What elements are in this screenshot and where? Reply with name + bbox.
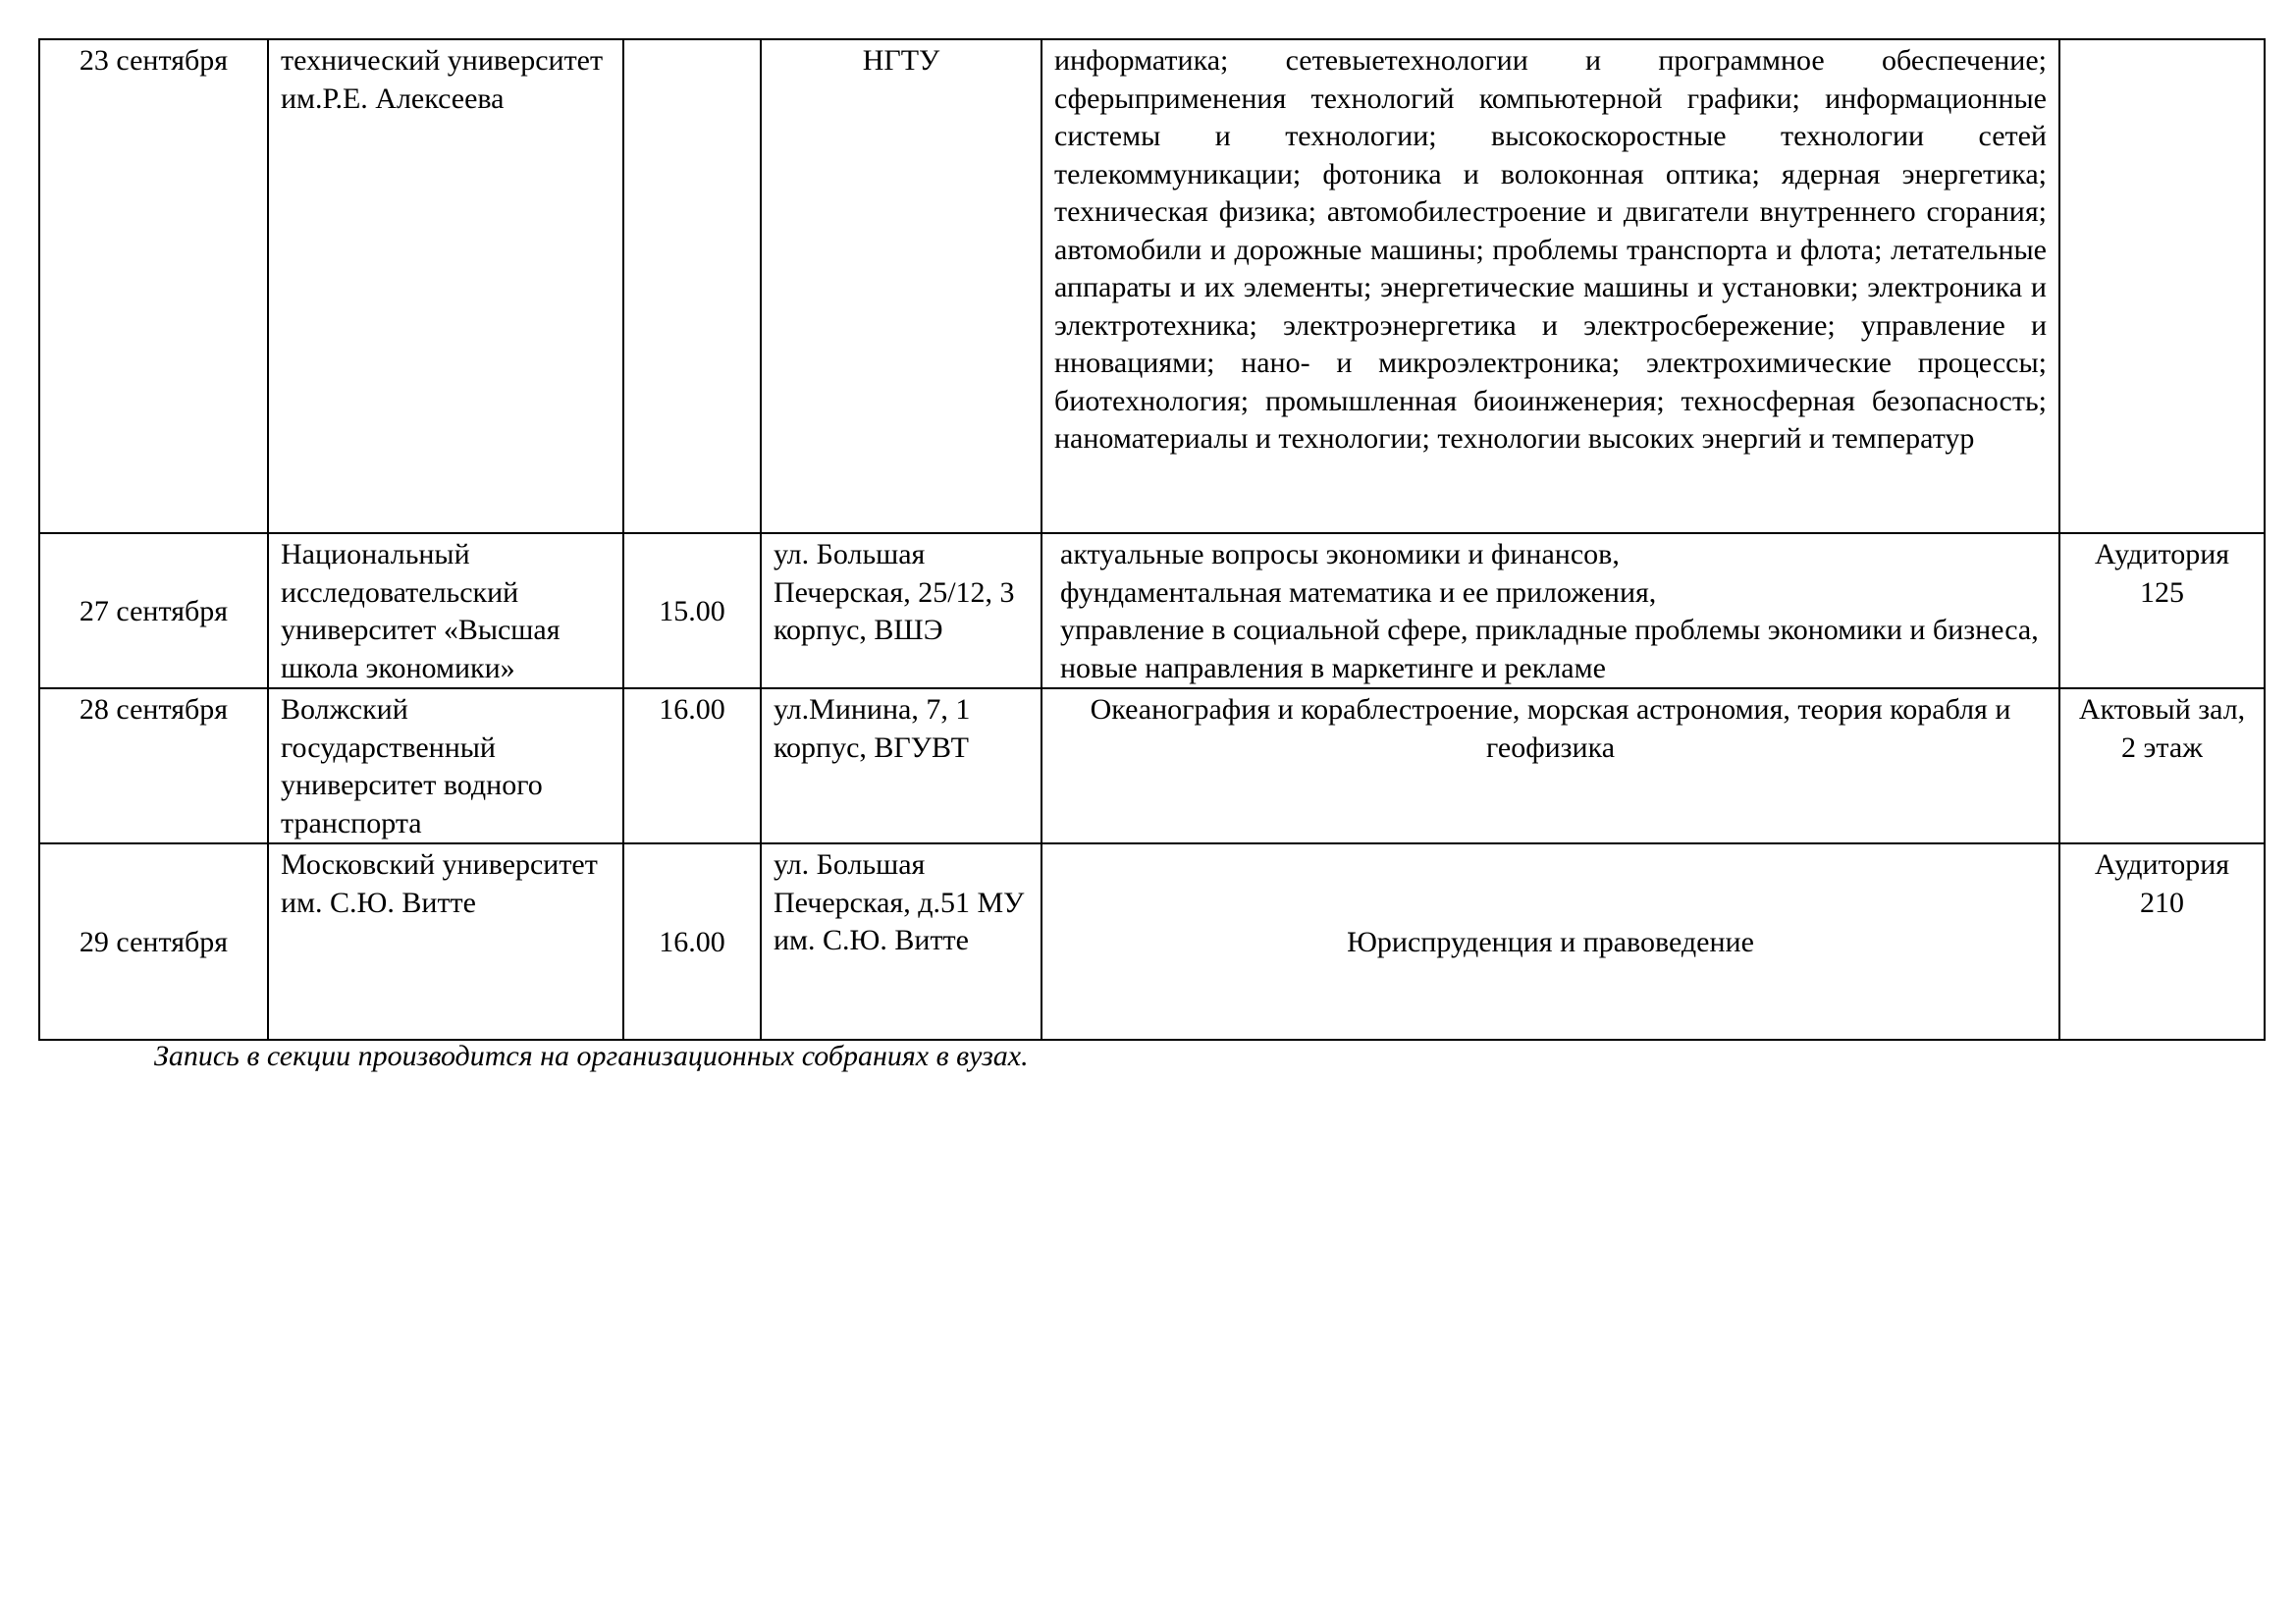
university-cell: Волжский государственный университет водного транспорта [268, 688, 623, 843]
sections-cell: Океанография и кораблестроение, морская астрономия, теория корабля и геофизика [1041, 688, 2059, 843]
date-cell: 27 сентября [39, 533, 268, 688]
room-cell: Аудитория 210 [2059, 843, 2265, 1040]
table-row [39, 533, 2265, 688]
table-row [39, 688, 2265, 843]
time-cell: 15.00 [623, 533, 761, 688]
section-line: актуальные вопросы экономики и финансов, [1060, 538, 1620, 570]
sections-cell [1041, 533, 2059, 688]
section-line: управление в социальной сфере, прикладные проблемы экономики и бизнеса, новые направления в маркетинге и рекламе [1060, 614, 2039, 684]
address-cell: ул. Большая Печерская, 25/12, 3 корпус, ВШЭ [761, 533, 1041, 688]
sections-cell: Юриспруденция и правоведение [1041, 843, 2059, 1040]
address-cell: ул.Минина, 7, 1 корпус, ВГУВТ [761, 688, 1041, 843]
room-cell: Аудитория 125 [2059, 533, 2265, 688]
table-row [39, 843, 2265, 1040]
room-cell [2059, 39, 2265, 533]
sections-cell: информатика; сетевыетехнологии и программное обеспечение; сферыприменения технологий компьютерной графики; информационные системы и технологии; высокоскоростные технологии сетей телекоммуникации; фотоника и волоконная оптика; ядерная энергетика; техническая физика; автомобилестроение и двигатели внутреннего сгорания; автомобили и дорожные машины; проблемы транспорта и флота; летательные аппараты и их элементы; энергетические машины и установки; электроника и электротехника; электроэнергетика и электросбережение; управление и нновациями; нано- и микроэлектроника; электрохимические процессы; биотехнология; промышленная биоинженерия; техносферная безопасность; наноматериалы и технологии; технологии высоких энергий и температур [1041, 39, 2059, 533]
footnote: Запись в секции производится на организационных собраниях в вузах. [154, 1040, 1029, 1072]
schedule-table-wrapper [38, 38, 2264, 1041]
time-cell: 16.00 [623, 688, 761, 843]
date-cell: 29 сентября [39, 843, 268, 1040]
address-cell: ул. Большая Печерская, д.51 МУ им. С.Ю. Витте [761, 843, 1041, 1040]
schedule-table [38, 38, 2266, 1041]
university-cell: Национальный исследовательский университет «Высшая школа экономики» [268, 533, 623, 688]
university-cell: технический университет им.Р.Е. Алексеева [268, 39, 623, 533]
time-cell [623, 39, 761, 533]
university-cell: Московский университет им. С.Ю. Витте [268, 843, 623, 1040]
table-row [39, 39, 2265, 533]
date-cell: 23 сентября [39, 39, 268, 533]
date-cell: 28 сентября [39, 688, 268, 843]
address-cell: НГТУ [761, 39, 1041, 533]
time-cell: 16.00 [623, 843, 761, 1040]
room-cell: Актовый зал, 2 этаж [2059, 688, 2265, 843]
section-line: фундаментальная математика и ее приложения, [1060, 575, 1657, 609]
